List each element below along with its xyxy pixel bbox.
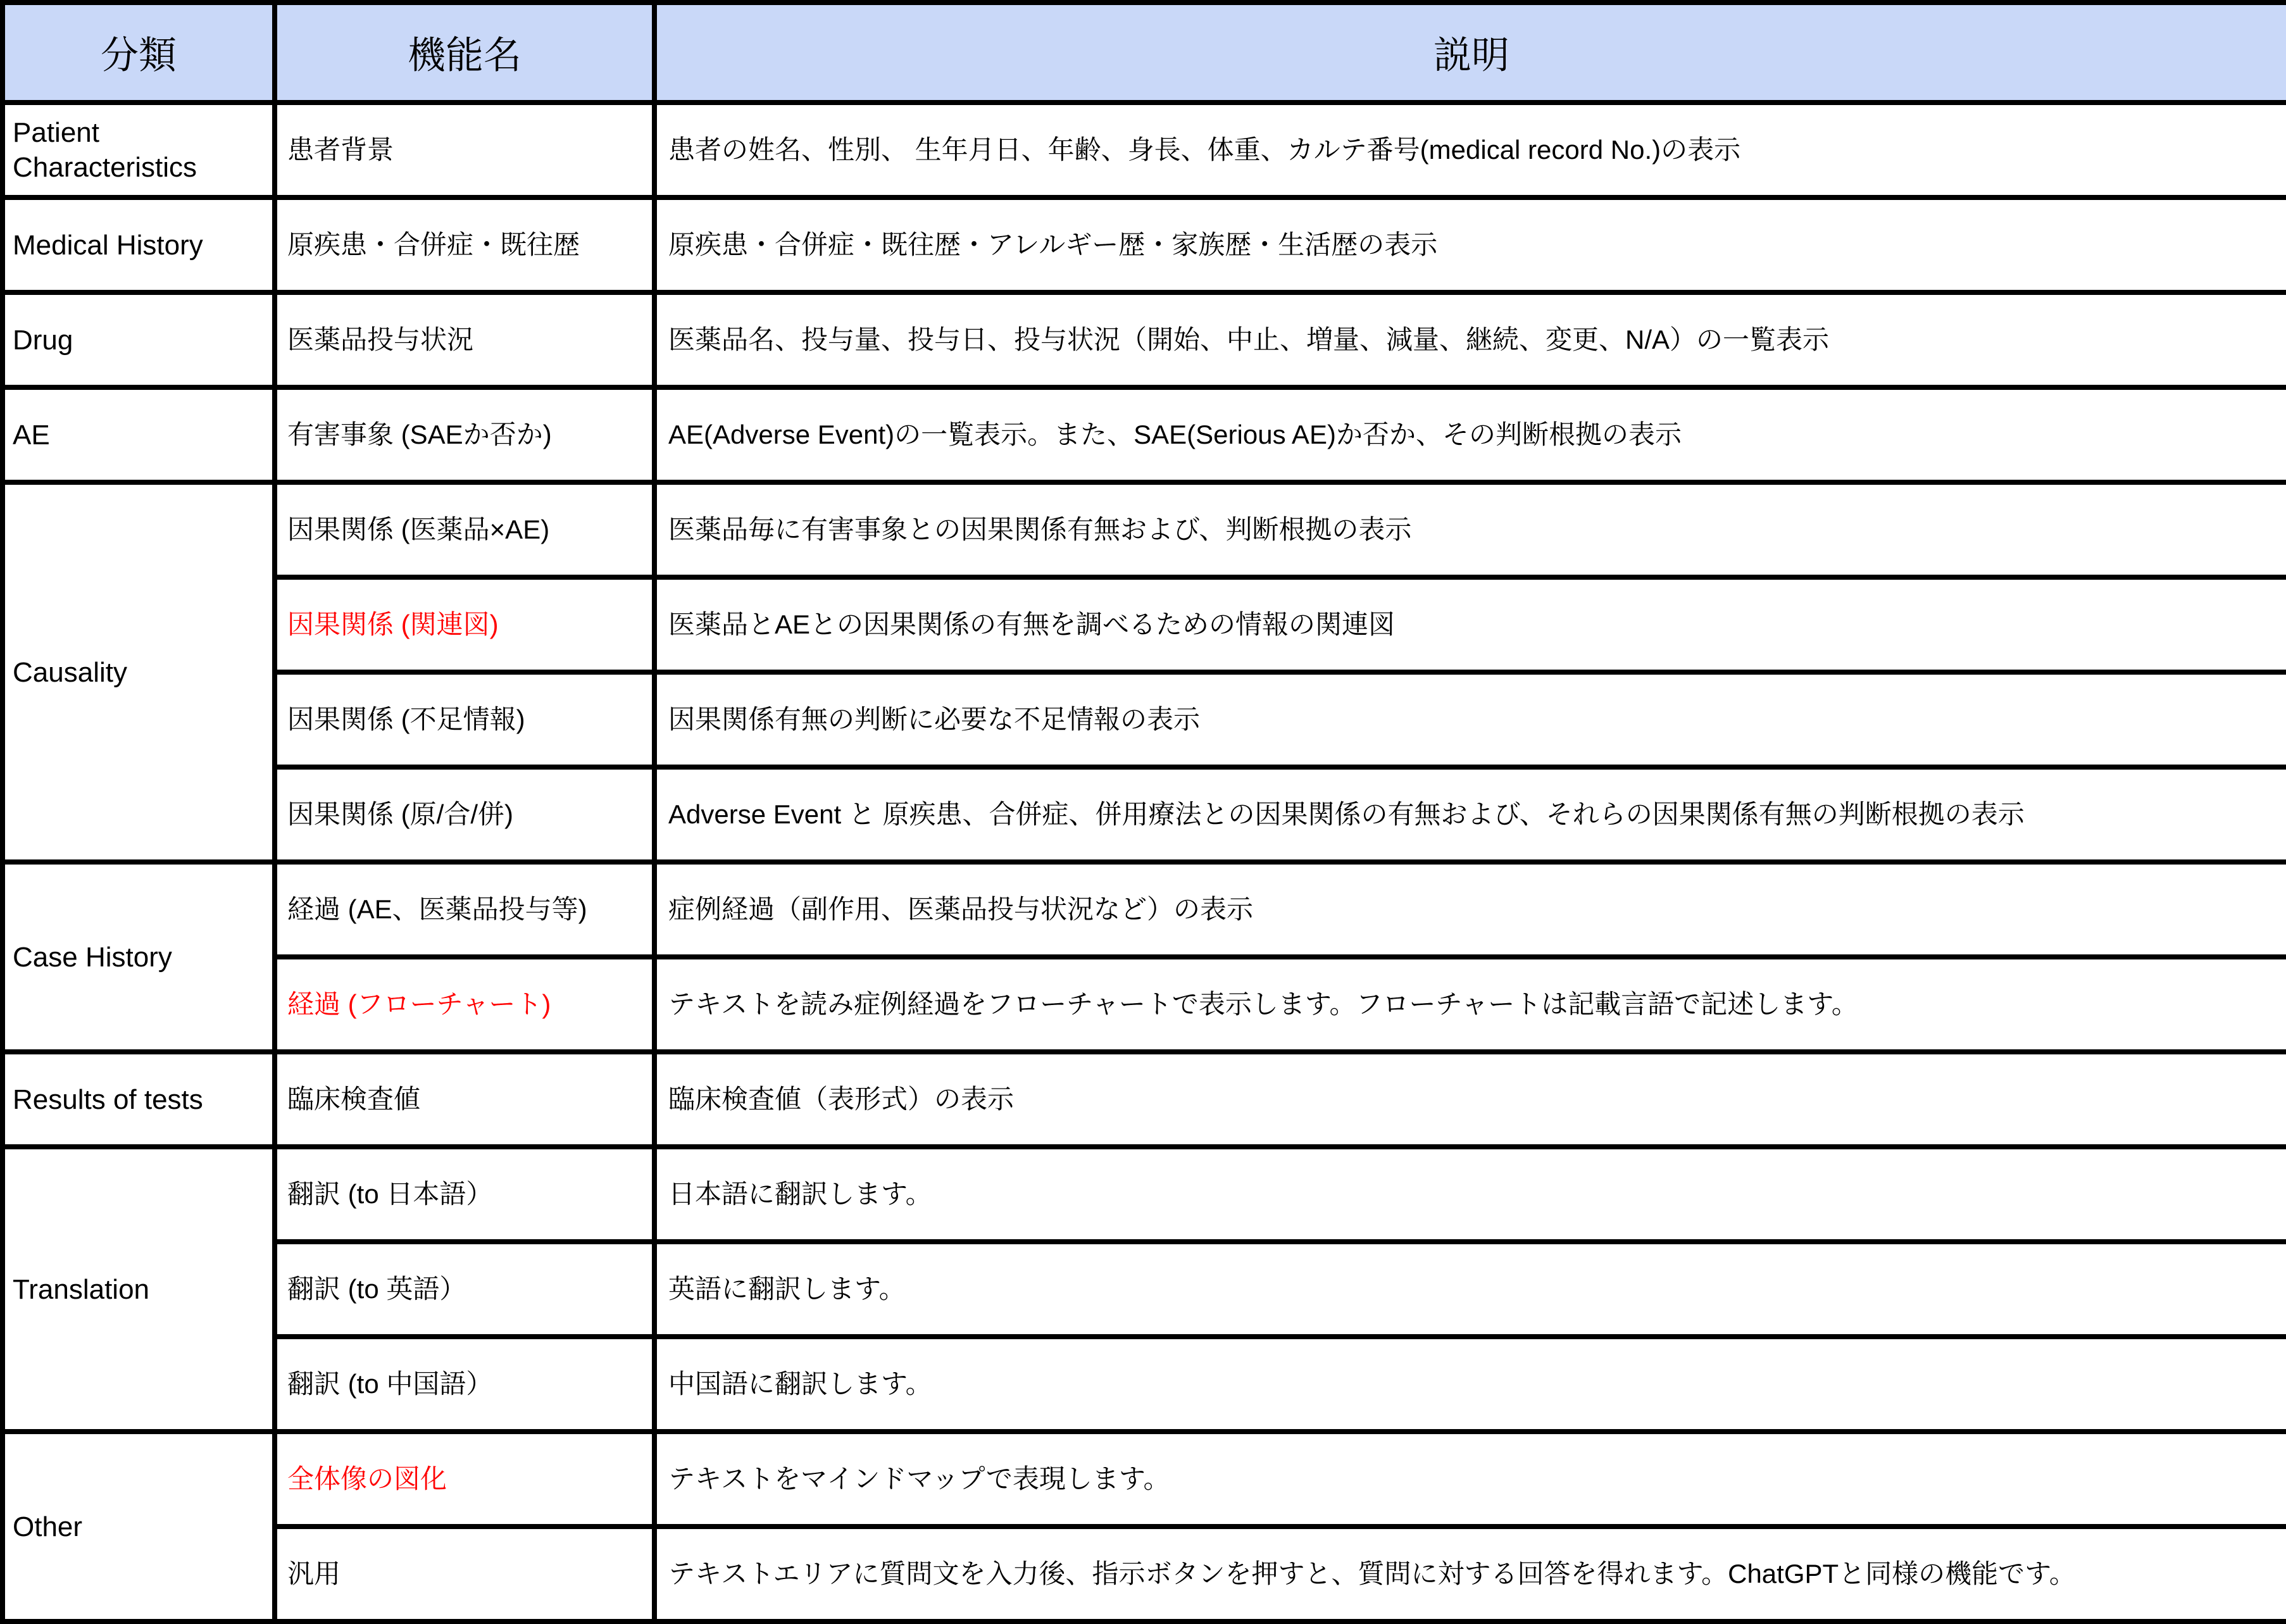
function-cell: 経過 (AE、医薬品投与等) — [275, 862, 654, 957]
header-function: 機能名 — [275, 3, 654, 103]
description-cell: 日本語に翻訳します。 — [654, 1147, 2286, 1242]
function-cell: 汎用 — [275, 1527, 654, 1621]
header-row — [3, 3, 2286, 103]
table-body — [3, 103, 2286, 1621]
header-description: 説明 — [654, 3, 2286, 103]
description-cell: 症例経過（副作用、医薬品投与状況など）の表示 — [654, 862, 2286, 957]
table-row — [3, 292, 2286, 387]
table-row — [3, 387, 2286, 482]
function-cell: 因果関係 (医薬品×AE) — [275, 482, 654, 577]
category-cell: Drug — [3, 292, 275, 387]
table-row — [3, 577, 2286, 672]
description-cell: テキストを読み症例経過をフローチャートで表示します。フローチャートは記載言語で記述します。 — [654, 957, 2286, 1052]
category-cell: Results of tests — [3, 1052, 275, 1147]
description-cell: 臨床検査値（表形式）の表示 — [654, 1052, 2286, 1147]
table-row — [3, 482, 2286, 577]
function-cell: 経過 (フローチャート) — [275, 957, 654, 1052]
description-cell: 患者の姓名、性別、 生年月日、年齢、身長、体重、カルテ番号(medical record No.)の表示 — [654, 103, 2286, 197]
function-cell: 全体像の図化 — [275, 1432, 654, 1527]
description-cell: 中国語に翻訳します。 — [654, 1337, 2286, 1432]
category-cell: Translation — [3, 1147, 275, 1432]
function-cell: 因果関係 (原/合/併) — [275, 767, 654, 862]
description-cell: AE(Adverse Event)の一覧表示。また、SAE(Serious AE)か否か、その判断根拠の表示 — [654, 387, 2286, 482]
description-cell: 医薬品名、投与量、投与日、投与状況（開始、中止、増量、減量、継続、変更、N/A）の一覧表示 — [654, 292, 2286, 387]
description-cell: 英語に翻訳します。 — [654, 1242, 2286, 1337]
function-cell: 有害事象 (SAEか否か) — [275, 387, 654, 482]
table-row — [3, 862, 2286, 957]
table-row — [3, 1147, 2286, 1242]
function-cell: 因果関係 (不足情報) — [275, 672, 654, 767]
function-cell: 医薬品投与状況 — [275, 292, 654, 387]
category-cell: Other — [3, 1432, 275, 1621]
table-row — [3, 767, 2286, 862]
category-cell: Medical History — [3, 197, 275, 292]
table-row — [3, 103, 2286, 197]
description-cell: 原疾患・合併症・既往歴・アレルギー歴・家族歴・生活歴の表示 — [654, 197, 2286, 292]
table-row — [3, 672, 2286, 767]
category-cell: Patient Characteristics — [3, 103, 275, 197]
category-cell: Causality — [3, 482, 275, 862]
table-row — [3, 1432, 2286, 1527]
table-row — [3, 1337, 2286, 1432]
function-cell: 原疾患・合併症・既往歴 — [275, 197, 654, 292]
table-row — [3, 1052, 2286, 1147]
table-row — [3, 1527, 2286, 1621]
description-cell: 医薬品とAEとの因果関係の有無を調べるための情報の関連図 — [654, 577, 2286, 672]
function-cell: 患者背景 — [275, 103, 654, 197]
category-cell: Case History — [3, 862, 275, 1052]
category-cell: AE — [3, 387, 275, 482]
header-category: 分類 — [3, 3, 275, 103]
table-row — [3, 197, 2286, 292]
description-cell: 因果関係有無の判断に必要な不足情報の表示 — [654, 672, 2286, 767]
table-row — [3, 1242, 2286, 1337]
function-cell: 翻訳 (to 英語） — [275, 1242, 654, 1337]
function-cell: 因果関係 (関連図) — [275, 577, 654, 672]
function-cell: 臨床検査値 — [275, 1052, 654, 1147]
function-cell: 翻訳 (to 中国語） — [275, 1337, 654, 1432]
description-cell: テキストをマインドマップで表現します。 — [654, 1432, 2286, 1527]
table-row — [3, 957, 2286, 1052]
description-cell: Adverse Event と 原疾患、合併症、併用療法との因果関係の有無および、それらの因果関係有無の判断根拠の表示 — [654, 767, 2286, 862]
description-cell: テキストエリアに質問文を入力後、指示ボタンを押すと、質問に対する回答を得れます。ChatGPTと同様の機能です。 — [654, 1527, 2286, 1621]
description-cell: 医薬品毎に有害事象との因果関係有無および、判断根拠の表示 — [654, 482, 2286, 577]
function-cell: 翻訳 (to 日本語） — [275, 1147, 654, 1242]
